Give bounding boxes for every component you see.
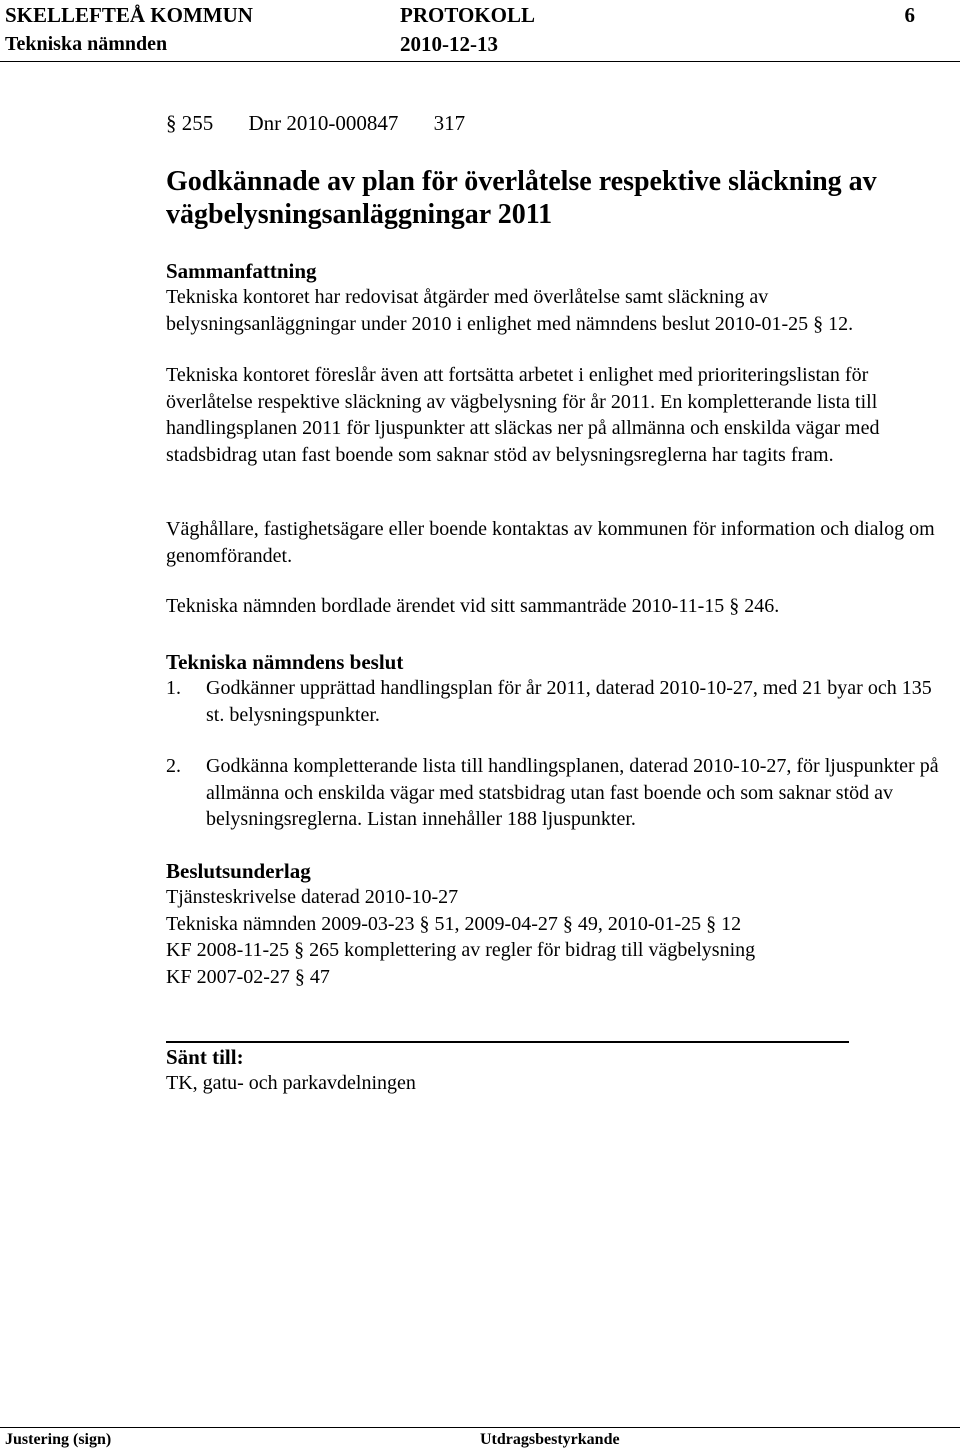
- summary-paragraph-4-block: [166, 593, 946, 620]
- meeting-date: 2010-12-13: [400, 32, 498, 56]
- summary-heading: Sammanfattning: [166, 259, 317, 283]
- board-name: Tekniska nämnden: [5, 33, 168, 55]
- case-code: 317: [433, 111, 466, 135]
- page-title: Godkännade av plan för överlåtelse respektive släckning av vägbelysningsanläggningar 2011: [166, 166, 877, 230]
- basis-line: Tekniska nämnden 2009-03-23 § 51, 2009-04-27 § 49, 2010-01-25 § 12: [166, 912, 742, 935]
- extract-label: Utdragsbestyrkande: [480, 1431, 620, 1448]
- basis-line: Tjänsteskrivelse daterad 2010-10-27: [166, 886, 459, 908]
- decision-item-number: 2.: [166, 755, 181, 777]
- summary-paragraph-3: Väghållare, fastighetsägare eller boende kontaktas av kommunen för information och dialog om genomförandet.: [166, 518, 935, 567]
- header-row-2: [5, 32, 955, 56]
- basis-line: KF 2007-02-27 § 47: [166, 965, 330, 988]
- decision-section: [166, 649, 946, 833]
- summary-paragraph-4: Tekniska nämnden bordlade ärendet vid sitt sammanträde 2010-11-15 § 246.: [166, 595, 780, 617]
- justering-label: Justering (sign): [5, 1431, 112, 1448]
- decision-item-text: Godkänner upprättad handlingsplan för år 2011, daterad 2010-10-27, med 21 byar och 135 st. belysningspunkter.: [206, 677, 932, 726]
- sent-section: [166, 1044, 946, 1097]
- doc-type: PROTOKOLL: [400, 3, 535, 27]
- decision-item: [166, 675, 946, 728]
- paragraph-number: § 255: [166, 111, 214, 135]
- case-reference: [166, 111, 946, 136]
- basis-section: [166, 858, 946, 990]
- page-number: 6: [904, 3, 915, 27]
- summary-paragraph-2: Tekniska kontoret föreslår även att fortsätta arbetet i enlighet med prioriteringslistan för överlåtelse respektive släckning av vägbelysning för år 2011. En kompletterande lista till handlingsplanen 2011 för ljuspunkter att släckas ner på allmänna och enskilda vägar med stadsbidrag utan fast boende som saknar stöd av belysningsreglerna har tagits fram.: [166, 364, 880, 466]
- sent-heading: Sänt till:: [166, 1045, 244, 1069]
- decision-item-number: 1.: [166, 677, 181, 699]
- footer-divider: [0, 1427, 960, 1428]
- summary-paragraph-2-block: [166, 362, 946, 468]
- header-divider: [0, 61, 960, 62]
- summary-section: [166, 258, 946, 337]
- summary-paragraph-3-block: [166, 516, 946, 569]
- basis-heading: Beslutsunderlag: [166, 859, 311, 883]
- sent-recipients: TK, gatu- och parkavdelningen: [166, 1072, 416, 1094]
- org-name: SKELLEFTEÅ KOMMUN: [5, 3, 253, 27]
- decision-item-text: Godkänna kompletterande lista till handlingsplanen, daterad 2010-10-27, för ljuspunkter på allmänna och enskilda vägar med statsbidrag utan fast boende och som saknar stöd av belysningsreglerna. Listan innehåller 188 ljuspunkter.: [206, 755, 939, 830]
- summary-paragraph-1: Tekniska kontoret har redovisat åtgärder med överlåtelse samt släckning av belysningsanläggningar under 2010 i enlighet med nämndens beslut 2010-01-25 § 12.: [166, 286, 854, 335]
- decision-item: [166, 753, 946, 833]
- section-divider: [166, 1041, 849, 1043]
- basis-line: KF 2008-11-25 § 265 komplettering av regler för bidrag till vägbelysning: [166, 939, 756, 961]
- diary-number: Dnr 2010-000847: [248, 111, 399, 135]
- decision-heading: Tekniska nämndens beslut: [166, 650, 404, 674]
- header-row-1: [5, 3, 955, 27]
